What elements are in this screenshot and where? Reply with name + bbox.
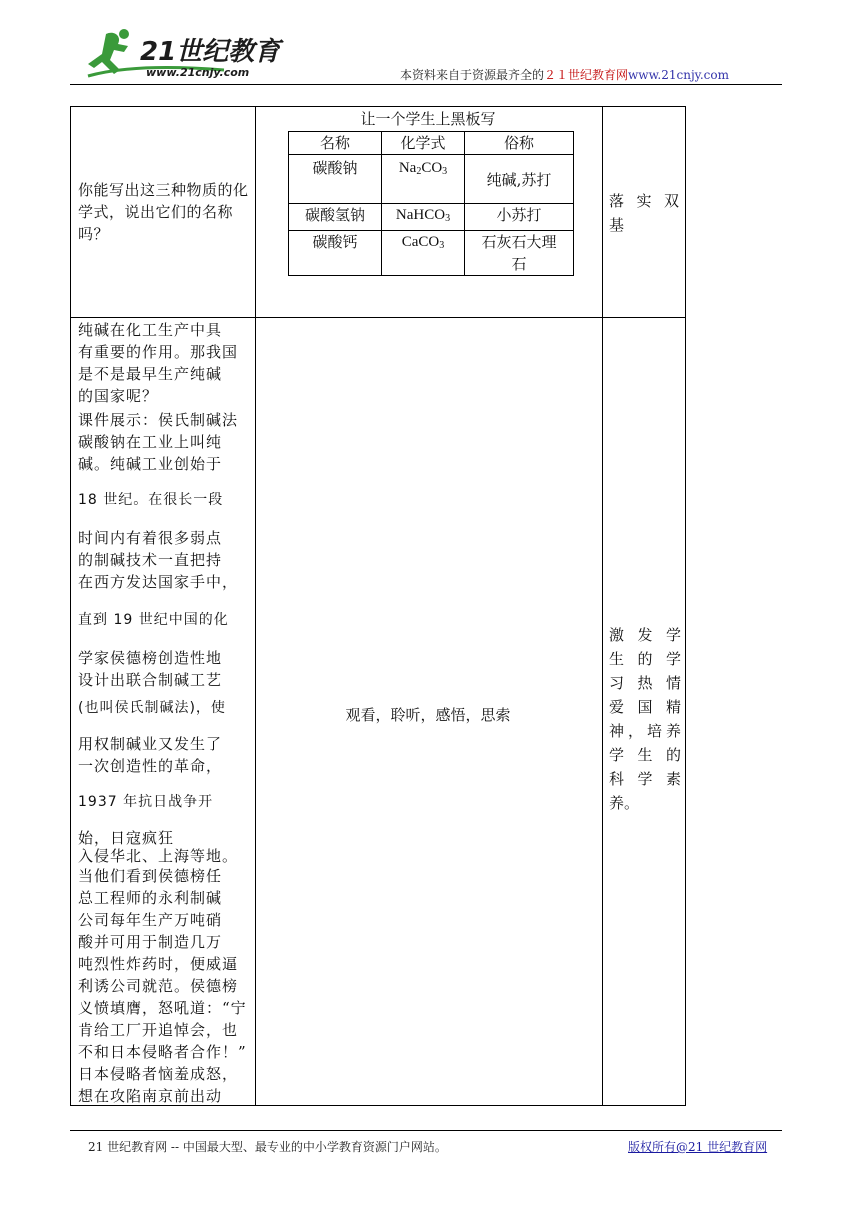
intent-line: 激 发 学 xyxy=(609,626,681,644)
narrative-line: 的国家呢？ xyxy=(78,387,159,405)
narrative-line: 直到 19 世纪中国的化 xyxy=(78,612,229,628)
narrative-line: 碱。纯碱工业创始于 xyxy=(78,455,223,473)
narrative-line: 想在攻陷南京前出动 xyxy=(78,1087,223,1105)
column-divider xyxy=(602,107,603,1105)
footer-slogan: 21 世纪教育网 -- 中国最大型、最专业的中小学教育资源门户网站。 xyxy=(88,1140,447,1154)
student-activity-2: 观看，聆听，感悟，思索 xyxy=(345,706,511,724)
footer-copyright-link[interactable]: 版权所有@21 世纪教育网 xyxy=(628,1140,768,1154)
table-row xyxy=(289,231,574,276)
header-source-note: 本资料来自于资源最齐全的２１世纪教育网www.21cnjy.com xyxy=(400,68,729,82)
intent-line: 爱 国 精 xyxy=(609,698,681,716)
common-name: 石灰石大理 石 xyxy=(465,231,574,276)
column-divider xyxy=(255,107,256,1105)
intent-line: 学 生 的 xyxy=(609,746,681,764)
narrative-line: 课件展示：侯氏制碱法 xyxy=(78,411,239,429)
formula-table xyxy=(288,131,574,276)
teacher-question: 你能写出这三种物质的化学式，说出它们的名称吗？ xyxy=(78,181,249,243)
logo-url: www.21cnjy.com xyxy=(146,66,250,79)
footer-divider xyxy=(70,1130,782,1131)
intent-line: 神，培养 xyxy=(609,722,681,740)
narrative-line: 是不是最早生产纯碱 xyxy=(78,365,223,383)
narrative-line: 碳酸钠在工业上叫纯 xyxy=(78,433,223,451)
substance-name: 碳酸氢钠 xyxy=(289,204,382,231)
narrative-line: (也叫侯氏制碱法)，使 xyxy=(78,700,226,716)
narrative-line: 用权制碱业又发生了 xyxy=(78,735,223,753)
narrative-line: 公司每年生产万吨硝 xyxy=(78,911,223,929)
narrative-line: 不和日本侵略者合作！” xyxy=(78,1043,247,1061)
narrative-line: 有重要的作用。那我国 xyxy=(78,343,239,361)
site-logo[interactable] xyxy=(84,26,294,82)
table-row xyxy=(289,155,574,204)
narrative-line: 入侵华北、上海等地。 xyxy=(78,847,239,865)
narrative-line: 在西方发达国家手中， xyxy=(78,573,239,591)
substance-name: 碳酸钠 xyxy=(289,155,382,204)
narrative-line: 肯给工厂开追悼会，也 xyxy=(78,1021,239,1039)
narrative-line: 酸并可用于制造几万 xyxy=(78,933,223,951)
narrative-line: 的制碱技术一直把持 xyxy=(78,551,223,569)
narrative-line: 18 世纪。在很长一段 xyxy=(78,492,224,508)
narrative-line: 时间内有着很多弱点 xyxy=(78,529,223,547)
chemical-formula: NaHCO$_3$ xyxy=(382,204,465,231)
table-row xyxy=(289,204,574,231)
header-name: 名称 xyxy=(289,132,382,155)
common-name: 纯碱,苏打 xyxy=(465,155,574,204)
chemical-formula: CaCO$_3$ xyxy=(382,231,465,276)
common-name: 小苏打 xyxy=(465,204,574,231)
design-intent-1: 落 实 双 基 xyxy=(609,192,679,234)
intent-line: 生 的 学 xyxy=(609,650,681,668)
design-intent-2 xyxy=(609,623,681,815)
narrative-line: 一次创造性的革命， xyxy=(78,757,223,775)
substance-name: 碳酸钙 xyxy=(289,231,382,276)
header-site-url[interactable]: www.21cnjy.com xyxy=(628,68,729,82)
student-activity-1: 让一个学生上黑板写 xyxy=(360,110,496,128)
chemical-formula: $Na_2CO_3$ xyxy=(382,155,465,204)
narrative-line: 当他们看到侯德榜任 xyxy=(78,867,223,885)
narrative-line: 义愤填膺，怒吼道：“宁 xyxy=(78,999,247,1017)
narrative-line: 总工程师的永利制碱 xyxy=(78,889,223,907)
narrative-line: 1937 年抗日战争开 xyxy=(78,794,214,810)
narrative-line: 始，日寇疯狂 xyxy=(78,829,175,847)
lesson-table xyxy=(70,106,686,1106)
header-site-name: ２１世纪教育网 xyxy=(544,68,629,82)
row-divider xyxy=(71,317,685,318)
header-common-name: 俗称 xyxy=(465,132,574,155)
narrative-line: 学家侯德榜创造性地 xyxy=(78,649,223,667)
header-divider xyxy=(70,84,782,85)
runner-logo-icon xyxy=(84,26,294,82)
intent-line: 科 学 素 xyxy=(609,770,681,788)
narrative-line: 纯碱在化工生产中具 xyxy=(78,321,223,339)
formula-table-header xyxy=(289,132,574,155)
header-formula: 化学式 xyxy=(382,132,465,155)
narrative-line: 利诱公司就范。侯德榜 xyxy=(78,977,239,995)
intent-line: 养。 xyxy=(609,794,640,812)
narrative-line: 日本侵略者恼羞成怒， xyxy=(78,1065,239,1083)
logo-text: 21世纪教育 xyxy=(140,37,281,67)
narrative-line: 设计出联合制碱工艺 xyxy=(78,671,223,689)
intent-line: 习 热 情 xyxy=(609,674,681,692)
narrative-line: 吨烈性炸药时，便威逼 xyxy=(78,955,239,973)
